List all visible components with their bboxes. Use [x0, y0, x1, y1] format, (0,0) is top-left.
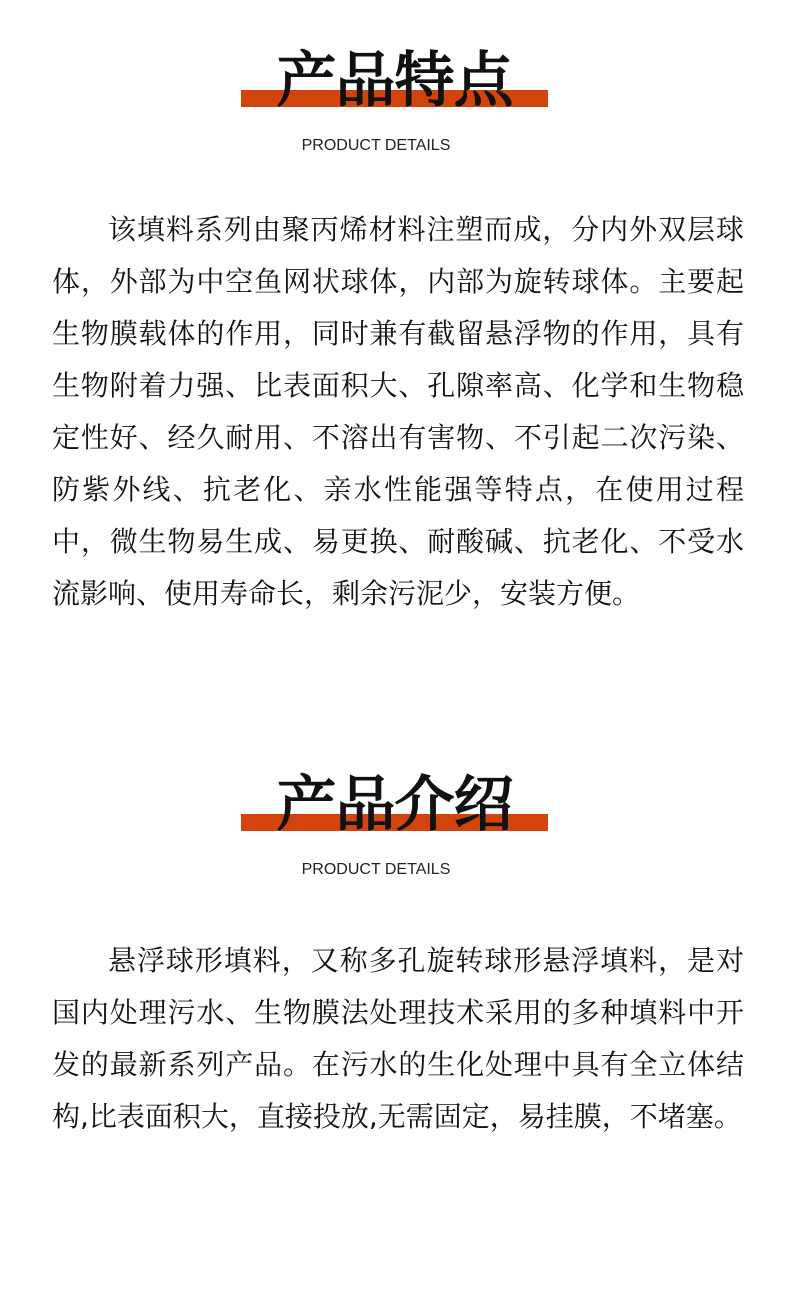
- section-subtitle: PRODUCT DETAILS: [301, 137, 451, 154]
- body-paragraph: 悬浮球形填料，又称多孔旋转球形悬浮填料，是对国内处理污水、生物膜法处理技术采用的多种填料中开发的最新系列产品。在污水的生化处理中具有全立体结构,比表面积大，直接投放,无需固定，易挂膜，不堵塞。: [52, 944, 744, 1133]
- body-paragraph: 该填料系列由聚丙烯材料注塑而成，分内外双层球体，外部为中空鱼网状球体，内部为旋转球体。主要起生物膜载体的作用，同时兼有截留悬浮物的作用，具有生物附着力强、比表面积大、孔隙率高、化学和生物稳定性好、经久耐用、不溶出有害物、不引起二次污染、防紫外线、抗老化、亲水性能强等特点，在使用过程中，微生物易生成、易更换、耐酸碱、抗老化、不受水流影响、使用寿命长，剩余污泥少，安装方便。: [52, 213, 744, 610]
- section-body: [52, 935, 744, 1143]
- section-title-block: [241, 770, 548, 840]
- section-title: 产品特点: [276, 46, 513, 116]
- section-title-block: [241, 46, 548, 116]
- section-product-intro: [0, 724, 790, 1309]
- section-body: [52, 204, 744, 620]
- section-title: 产品介绍: [276, 770, 513, 840]
- section-subtitle: PRODUCT DETAILS: [301, 861, 451, 878]
